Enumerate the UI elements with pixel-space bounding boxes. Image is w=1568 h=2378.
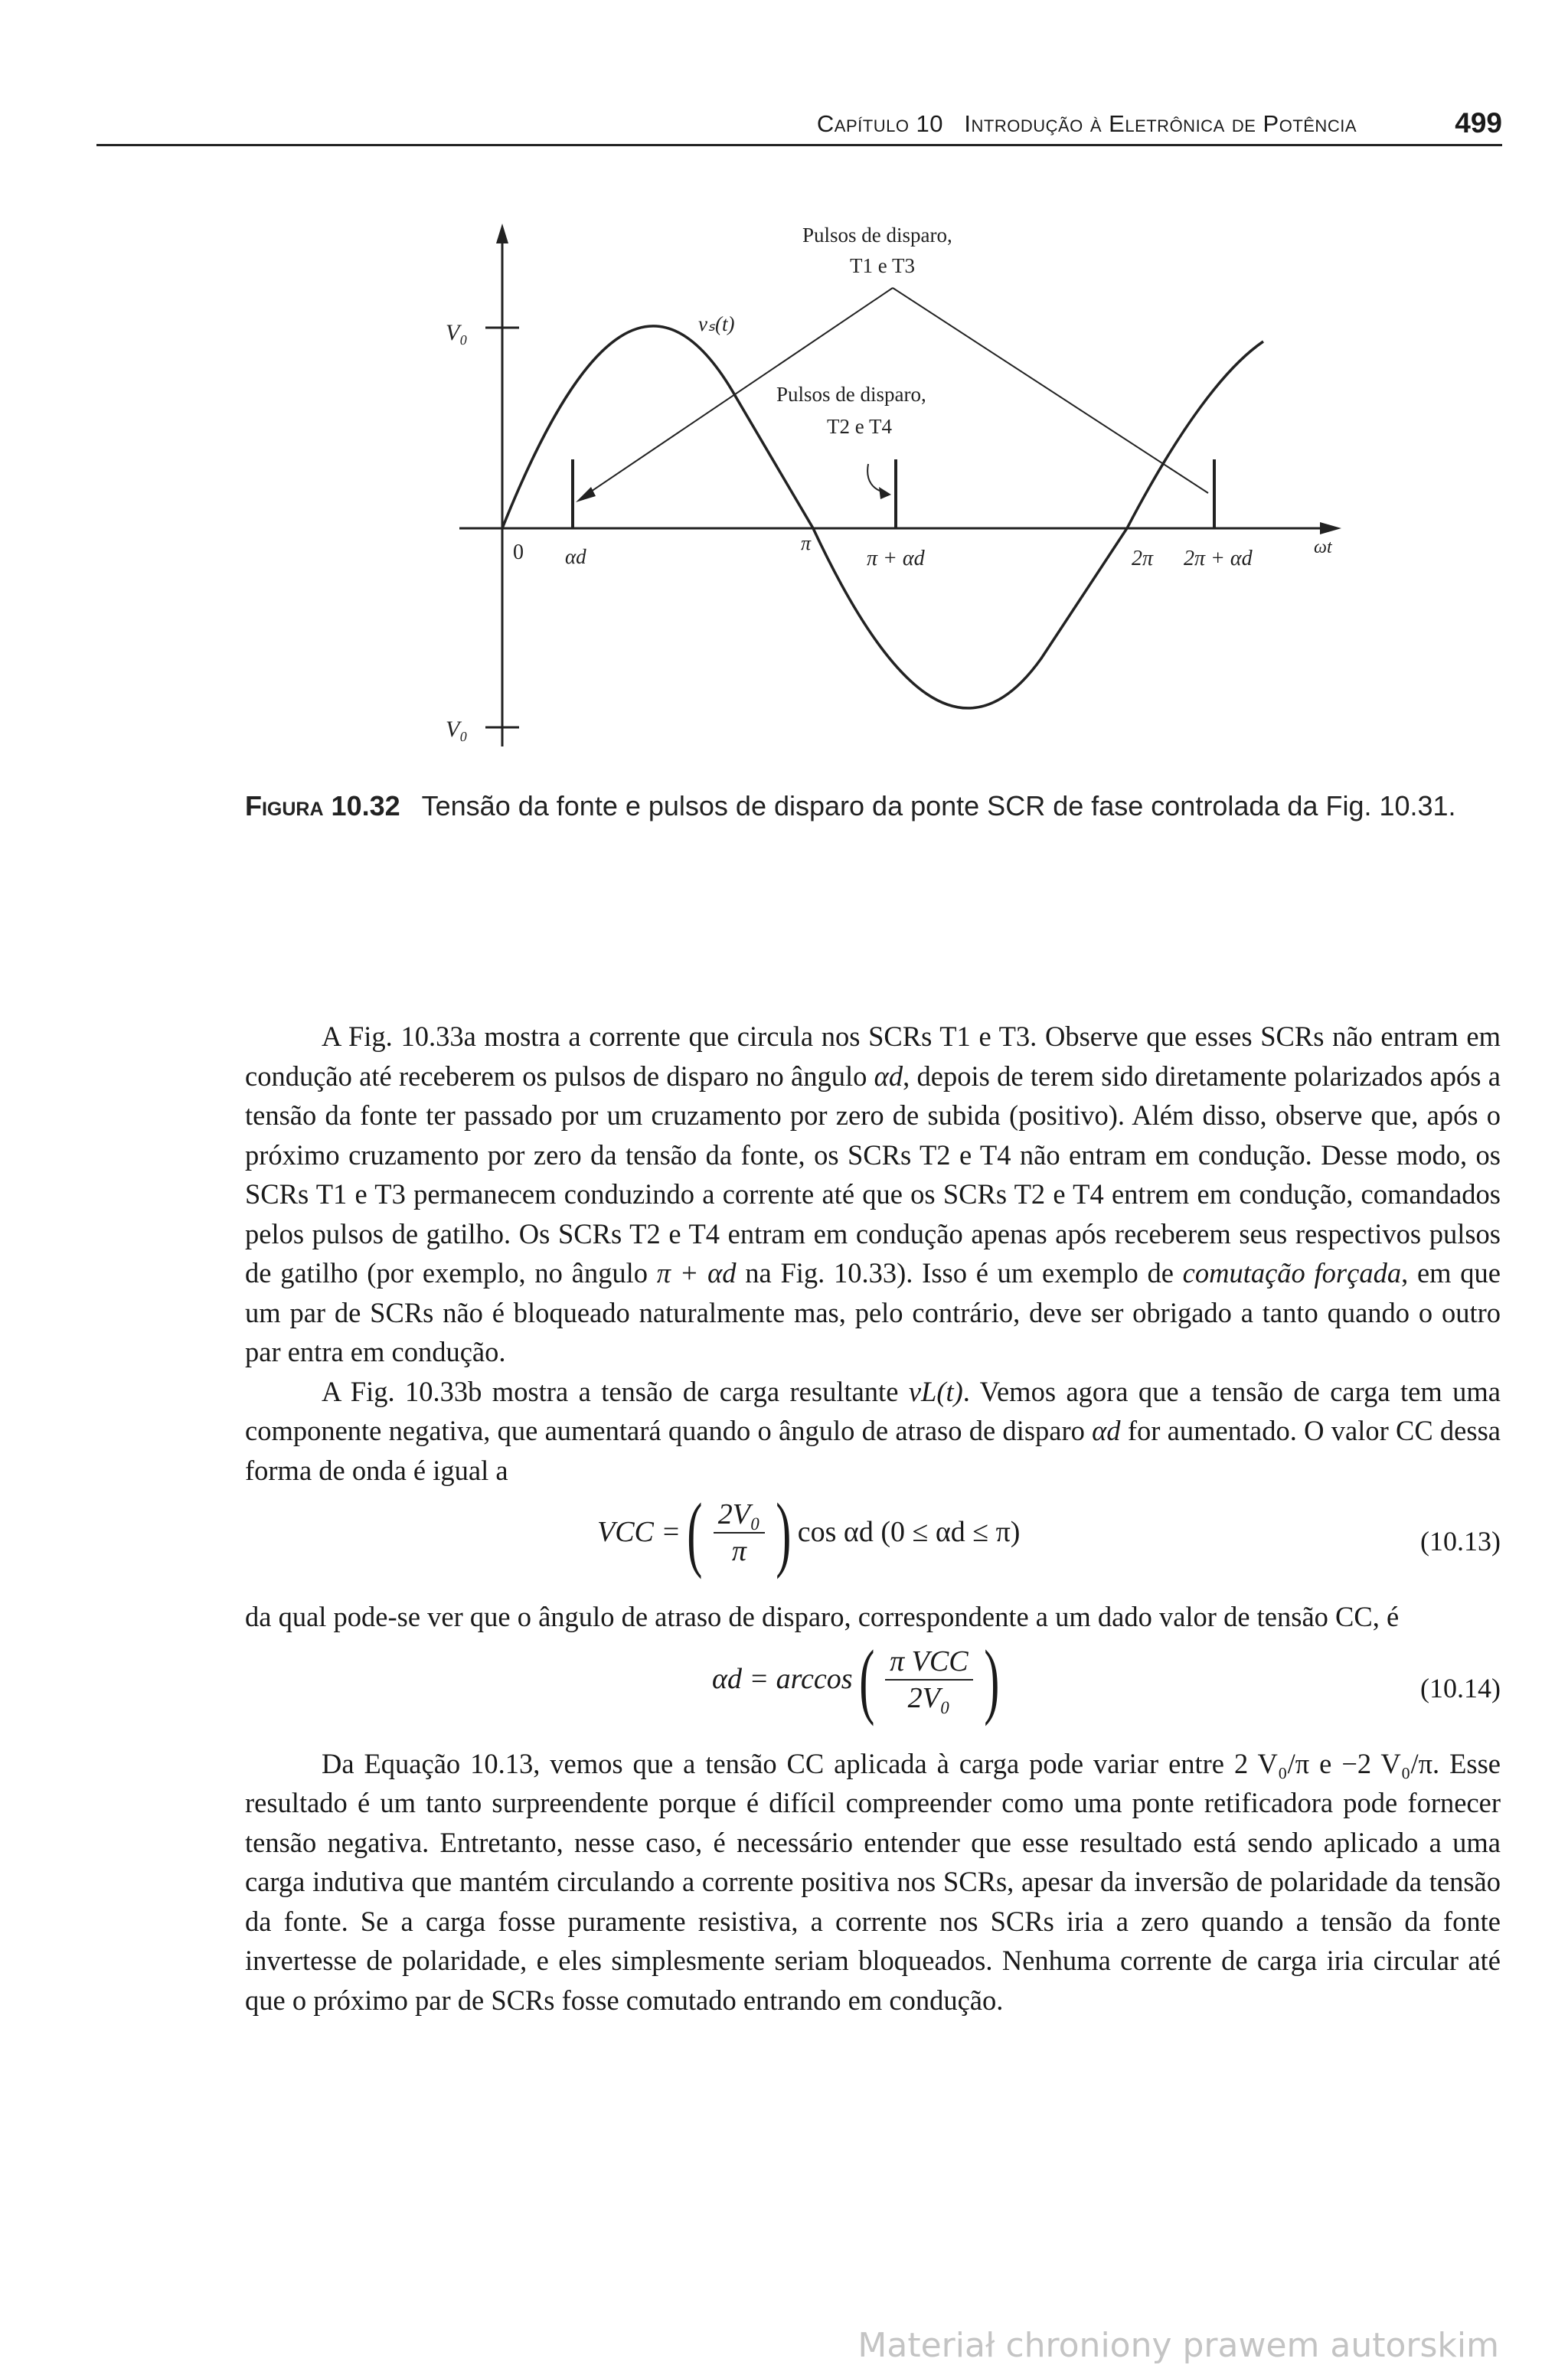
label-pulses-t2t4-l2: T2 e T4 (827, 415, 892, 438)
p2-part-c: for aumentado. O valor CC dessa forma de onda é igual a (245, 1415, 1501, 1486)
label-pi-alpha: π + αd (867, 547, 925, 570)
equation-10-14 (245, 1632, 1501, 1744)
eq1-denominator: π (731, 1535, 746, 1567)
paragraph-4: Da Equação 10.13, vemos que a tensão CC aplicada à carga pode variar entre 2 V₀/π e −2 V₀/π. Esse resultado é um tanto surpreendente porque é difícil compreender como uma ponte retificadora pode fornecer tensão negativa. Entretanto, nesse caso, é necessário entender que esse resultado está sendo aplicado a uma carga indutiva que mantém circulando a corrente positiva nos SCRs, apesar da inversão de polaridade da tensão da fonte. Se a carga fosse puramente resistiva, a corrente nos SCRs iria a zero quando a tensão da fonte invertesse de polaridade, e eles simplesmente seriam bloqueados. Nenhuma corrente de carga iria circular até que o próximo par de SCRs fosse comutado entrando em condução. (245, 1747, 1501, 2016)
p1-italic-term: comutação forçada (1182, 1257, 1402, 1289)
label-alpha: αd (565, 545, 586, 568)
y-axis-arrow (496, 224, 508, 243)
eq2-denominator: 2V₀ (907, 1681, 951, 1714)
p2-vl: vL(t) (908, 1375, 963, 1407)
label-pulses-t2t4-l1: Pulsos de disparo, (776, 383, 926, 406)
eq1-numerator: 2V₀ (714, 1497, 765, 1534)
eq2-paren-right: ) (983, 1632, 999, 1726)
eq2-body (712, 1632, 1005, 1726)
p2-part-a: A Fig. 10.33b mostra a tensão de carga resultante (322, 1375, 909, 1407)
p1-part-a: A Fig. 10.33a mostra a corrente que circula nos SCRs T1 e T3. Observe que esses SCRs não entram em condução até receberem os pulsos de disparo no ângulo (245, 1021, 1501, 1092)
caption-text: Tensão da fonte e pulsos de disparo da ponte SCR de fase controlada da Fig. 10.31. (421, 790, 1456, 822)
leader-t1t3-right (893, 288, 1208, 493)
label-pulses-t1t3-l2: T1 e T3 (850, 254, 915, 277)
label-pi: π (801, 532, 812, 554)
eq1-number: (10.13) (1420, 1526, 1501, 1556)
figure-10-32 (0, 0, 1568, 766)
label-pulses-t1t3-l1: Pulsos de disparo, (802, 224, 952, 247)
eq1-paren-right: ) (776, 1486, 792, 1579)
p2-alpha: αd (1092, 1415, 1121, 1446)
caption-label: Figura 10.32 (245, 790, 400, 822)
eq2-paren-left: ( (858, 1632, 874, 1726)
page-number: 499 (1455, 107, 1502, 139)
label-vs: vₛ(t) (698, 312, 735, 335)
eq2-numerator: π VCC (885, 1644, 972, 1681)
watermark: Materiał chroniony prawem autorskim (858, 2326, 1499, 2365)
label-omega-t: ωt (1314, 537, 1332, 557)
body-text (245, 1017, 1501, 2020)
equation-10-13 (245, 1486, 1501, 1597)
eq1-rhs: cos αd (0 ≤ αd ≤ π) (797, 1516, 1021, 1549)
eq1-fraction (714, 1497, 765, 1569)
label-2pi-alpha: 2π + αd (1184, 547, 1253, 570)
label-v0-top: V₀ (446, 320, 468, 345)
eq1-lhs: VCC = (597, 1516, 681, 1549)
eq2-lhs: αd = arccos (712, 1662, 853, 1695)
p1-alpha: αd (874, 1060, 903, 1092)
eq1-body (597, 1486, 1021, 1579)
p1-part-d: , em que um par de SCRs não é bloqueado naturalmente mas, pelo contrário, deve ser obrigado a tanto quando o outro par entra em condução. (245, 1257, 1501, 1367)
eq2-number: (10.14) (1420, 1672, 1501, 1703)
leader-t1t3-arrowhead (576, 487, 596, 502)
figure-caption (245, 787, 1501, 825)
p2-part-b: . Vemos agora que a tensão de carga tem uma componente negativa, que aumentará quando o ângulo de atraso de disparo (245, 1375, 1501, 1446)
header-chapter: Capítulo 10 (816, 110, 944, 137)
label-zero: 0 (513, 541, 524, 564)
eq2-fraction (885, 1644, 972, 1716)
p1-part-b: , depois de terem sido diretamente polarizados após a tensão da fonte ter passado por um cruzamento por zero de subida (positivo). Além disso, observe que, após o próximo cruzamento por zero da tensão da fonte, os SCRs T2 e T4 não entram em condução. Desse modo, os SCRs T1 e T3 permanecem conduzindo a corrente até que os SCRs T2 e T4 entrem em condução, comandados pelos pulsos de gatilho. Os SCRs T2 e T4 entram em condução apenas após receberem seus respectivos pulsos de gatilho (por exemplo, no ângulo (245, 1060, 1501, 1289)
label-2pi: 2π (1132, 547, 1154, 570)
leader-t2t4 (867, 464, 887, 493)
eq1-paren-left: ( (687, 1486, 703, 1579)
paragraph-3: da qual pode-se ver que o ângulo de atraso de disparo, correspondente a um dado valor de tensão CC, é (245, 1601, 1400, 1632)
header-title: Introdução à Eletrônica de Potência (964, 110, 1357, 137)
x-axis-arrow (1320, 522, 1341, 534)
leader-t2t4-arrowhead (879, 487, 891, 499)
label-v0-bottom: V₀ (446, 717, 468, 742)
p1-part-c: na Fig. 10.33). Isso é um exemplo de (736, 1257, 1183, 1289)
paragraph-1 (245, 1017, 1501, 1372)
paragraph-2 (245, 1372, 1501, 1491)
p1-pi-alpha: π + αd (656, 1257, 737, 1289)
